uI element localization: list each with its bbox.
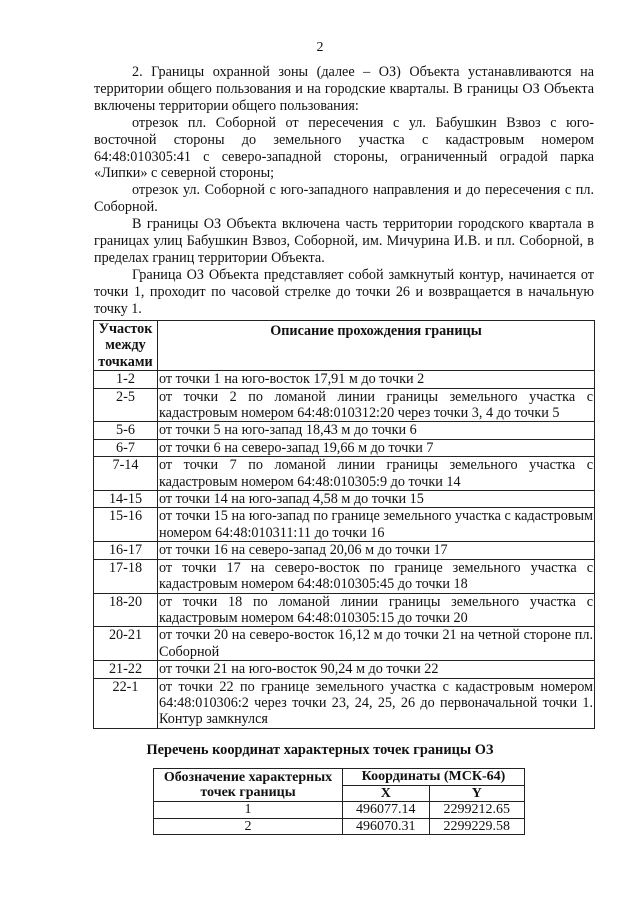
description-cell: от точки 22 по границе земельного участка с кадастровым номером 64:48:010306:2 через точки 23, 24, 25, 26 до первоначальной точки 1. Контур замкнулся: [159, 678, 593, 728]
coordinates-column-header: Координаты (МСК-64): [343, 769, 525, 786]
document-body: [94, 64, 594, 318]
coordinates-table-header: [154, 769, 525, 786]
segment-cell: 21-22: [94, 661, 158, 678]
segment-column-header: Участок между точками: [94, 321, 158, 371]
table-row: [94, 388, 595, 422]
segment-cell: 6-7: [94, 439, 158, 456]
x-column-header: X: [343, 785, 430, 802]
description-cell: от точки 20 на северо-восток 16,12 м до точки 21 на четной стороне пл. Соборной: [159, 627, 593, 660]
paragraph-city-quarter: В границы ОЗ Объекта включена часть территории городского квартала в границах улиц Бабушкин Взвоз, Соборной, им. Мичурина И.В. и пл. Соборной, в пределах границ территории Объекта.: [94, 216, 594, 266]
segment-cell: 22-1: [94, 678, 158, 728]
description-cell: от точки 15 на юго-запад по границе земельного участка с кадастровым номером 64:48:010311:11 до точки 16: [159, 508, 593, 541]
segment-cell: 7-14: [94, 457, 158, 491]
segment-cell: 18-20: [94, 593, 158, 627]
table-row: [94, 371, 595, 388]
x-coordinate-cell: 496077.14: [343, 802, 430, 819]
boundary-table-header: [94, 321, 595, 371]
table-row: [154, 818, 525, 835]
table-row: [94, 661, 595, 678]
y-coordinate-cell: 2299229.58: [429, 818, 524, 835]
segment-cell: 20-21: [94, 627, 158, 661]
point-name-column-header: Обозначение характерных точек границы: [154, 769, 343, 802]
paragraph-zone-definition: 2. Границы охранной зоны (далее – ОЗ) Объекта устанавливаются на территории общего пользования и на городские кварталы. В границы ОЗ Объекта включены территории общего пользования:: [94, 64, 594, 114]
segment-cell: 1-2: [94, 371, 158, 388]
segment-cell: 17-18: [94, 559, 158, 593]
segment-cell: 14-15: [94, 491, 158, 508]
x-coordinate-cell: 496070.31: [343, 818, 430, 835]
paragraph-contour: Граница ОЗ Объекта представляет собой замкнутый контур, начинается от точки 1, проходит по часовой стрелке до точки 26 и возвращается в начальную точку 1.: [94, 266, 594, 317]
table-row: [94, 457, 595, 491]
coordinates-table: [153, 768, 525, 835]
table-row: [94, 439, 595, 456]
segment-cell: 2-5: [94, 388, 158, 422]
point-number-cell: 2: [154, 818, 343, 835]
description-cell: от точки 18 по ломаной линии границы земельного участка с кадастровым номером 64:48:010305:15 до точки 20: [159, 593, 593, 626]
paragraph-segment-soborny-square: отрезок пл. Соборной от пересечения с ул. Бабушкин Взвоз с юго-восточной стороны до земельного участка с кадастровым номером 64:48:010305:41 с северо-западной стороны, ограниченный оградой парка «Липки» с северной стороны;: [94, 114, 594, 182]
description-cell: от точки 21 на юго-восток 90,24 м до точки 22: [158, 661, 595, 678]
table-row: [94, 627, 595, 661]
description-cell: от точки 14 на юго-запад 4,58 м до точки 15: [158, 491, 595, 508]
description-cell: от точки 1 на юго-восток 17,91 м до точки 2: [158, 371, 595, 388]
boundary-description-table: [93, 320, 595, 729]
table-row: [94, 422, 595, 439]
coordinates-list-title: Перечень координат характерных точек границы ОЗ: [146, 742, 494, 758]
page-number: 2: [316, 40, 324, 55]
description-cell: от точки 17 на северо-восток по границе земельного участка с кадастровым номером 64:48:010305:45 до точки 18: [159, 559, 593, 593]
table-row: [94, 678, 595, 728]
segment-cell: 16-17: [94, 542, 158, 559]
description-cell: от точки 5 на юго-запад 18,43 м до точки 6: [158, 422, 595, 439]
y-column-header: Y: [429, 785, 524, 802]
y-coordinate-cell: 2299212.65: [429, 802, 524, 819]
table-row: [94, 491, 595, 508]
table-row: [94, 559, 595, 593]
description-cell: от точки 2 по ломаной линии границы земельного участка с кадастровым номером 64:48:010312:20 через точки 3, 4 до точки 5: [159, 388, 593, 422]
table-row: [154, 802, 525, 819]
segment-cell: 5-6: [94, 422, 158, 439]
segment-cell: 15-16: [94, 508, 158, 542]
description-cell: от точки 6 на северо-запад 19,66 м до точки 7: [158, 439, 595, 456]
description-cell: от точки 7 по ломаной линии границы земельного участка с кадастровым номером 64:48:010305:9 до точки 14: [159, 457, 593, 490]
table-row: [94, 593, 595, 627]
table-row: [94, 508, 595, 542]
description-cell: от точки 16 на северо-запад 20,06 м до точки 17: [158, 542, 595, 559]
description-column-header: Описание прохождения границы: [158, 321, 595, 371]
table-row: [94, 542, 595, 559]
paragraph-segment-soborny-street: отрезок ул. Соборной с юго-западного направления и до пересечения с пл. Соборной.: [94, 182, 594, 216]
point-number-cell: 1: [154, 802, 343, 819]
